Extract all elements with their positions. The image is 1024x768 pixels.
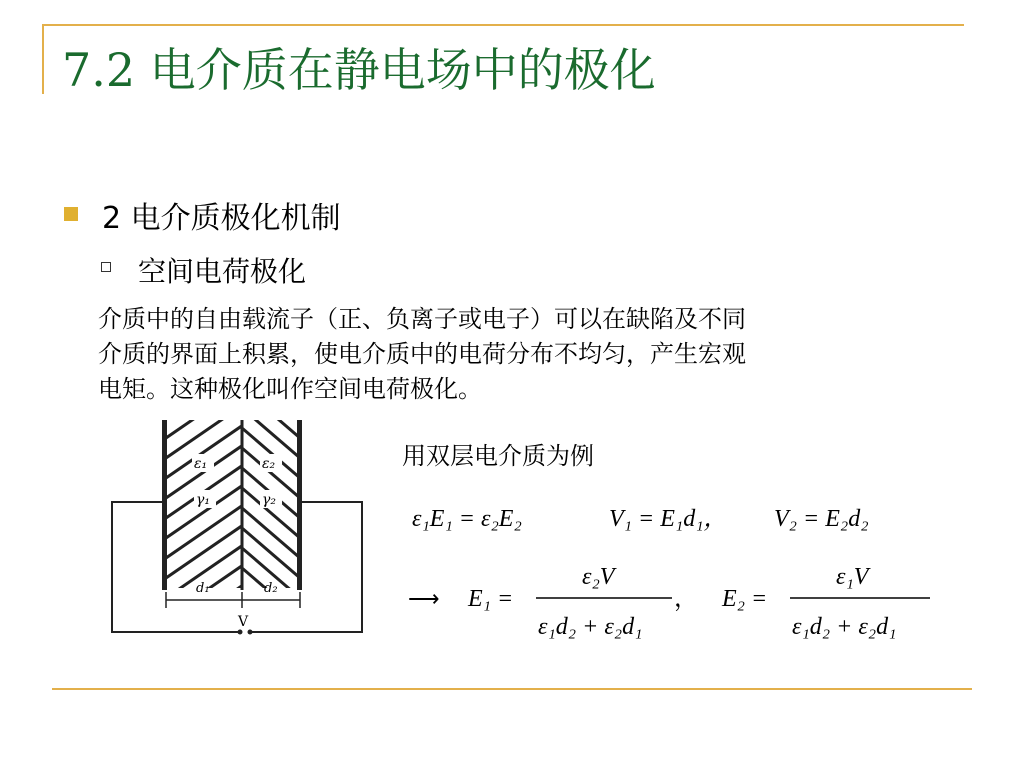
terminal-dot [238, 630, 243, 635]
E2-lhs: E₂ = [722, 586, 768, 612]
voltage-label: V [238, 614, 249, 630]
bottom-rule [52, 688, 972, 690]
E2-denominator: ε₁d₂ + ε₂d₁ [792, 614, 897, 640]
left-plate [162, 420, 167, 590]
E2-numerator: ε₁V [836, 564, 869, 590]
E1-lhs: E₁ = [468, 586, 514, 612]
eps1-label: ε₁ [194, 456, 208, 472]
left-rule [42, 24, 44, 94]
square-bullet-icon [64, 207, 78, 221]
gamma1-label: γ₁ [196, 492, 210, 508]
paragraph-line: 电矩。这种极化叫作空间电荷极化。 [98, 375, 482, 403]
right-plate [297, 420, 302, 590]
eps2-label: ε₂ [262, 456, 276, 472]
E1-numerator: ε₂V [582, 564, 615, 590]
sub-bullet-heading: 空间电荷极化 [138, 255, 307, 288]
d1-label: d₁ [196, 581, 210, 596]
terminal-dot [248, 630, 253, 635]
equation-v1: V₁ = E₁d₁， [609, 506, 728, 532]
E1-denominator: ε₁d₂ + ε₂d₁ [538, 614, 643, 640]
top-rule [42, 24, 964, 26]
hollow-square-bullet-icon [101, 262, 111, 272]
arrow-icon: ⟶ [408, 586, 440, 611]
comma: ， [674, 586, 698, 612]
hatch-layer-1 [166, 418, 246, 648]
bullet-heading: 2 电介质极化机制 [102, 201, 341, 236]
description-paragraph [98, 302, 948, 407]
paragraph-line: 介质中的自由载流子（正、负离子或电子）可以在缺陷及不同 [98, 305, 746, 333]
equation-v2: V₂ = E₂d₂ [774, 506, 869, 532]
paragraph-line: 介质的界面上积累，使电介质中的电荷分布不均匀，产生宏观 [98, 340, 746, 368]
dielectric-diagram [100, 418, 380, 648]
d2-label: d₂ [264, 581, 278, 596]
equation-field-continuity: ε₁E₁ = ε₂E₂ [412, 506, 522, 532]
example-label: 用双层电介质为例 [402, 442, 594, 470]
slide-title: 7.2 电介质在静电场中的极化 [62, 43, 656, 97]
gamma2-label: γ₂ [262, 492, 276, 508]
circuit-wire-right [250, 502, 362, 632]
equations [404, 488, 964, 658]
